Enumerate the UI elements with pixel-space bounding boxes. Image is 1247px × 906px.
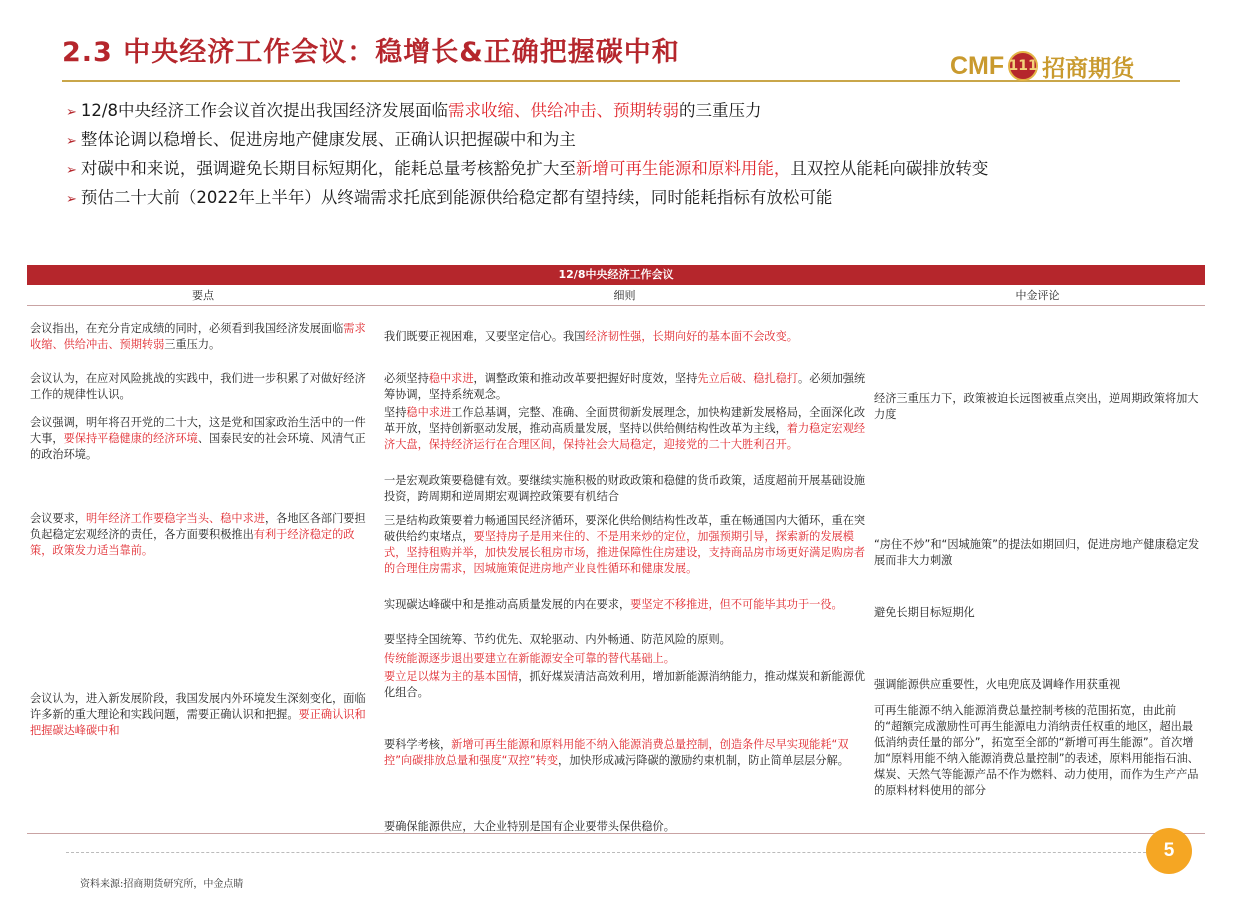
highlighted-text: 要坚定不移推进，但不可能毕其功于一役。 — [630, 598, 843, 611]
bullet-arrow-icon: ➢ — [66, 134, 77, 149]
table-cell-point — [30, 415, 376, 463]
table-cell-comment — [874, 537, 1200, 569]
table-cell-detail — [384, 669, 866, 701]
bullet-arrow-icon: ➢ — [66, 105, 77, 120]
bullet-text — [81, 159, 989, 178]
text-segment: 会议认为，进入新发展阶段，我国发展内外环境发生深刻变化，面临许多新的重大理论和实践问题，需要正确认识和把握。 — [30, 692, 366, 721]
text-segment: 经济三重压力下，政策被迫长远图被重点突出，逆周期政策将加大力度 — [874, 392, 1199, 421]
table-cell-detail — [384, 632, 866, 648]
text-segment: 要坚持全国统筹、节约优先、双轮驱动、内外畅通、防范风险的原则。 — [384, 633, 731, 646]
table-title-bar: 12/8中央经济工作会议 — [27, 265, 1205, 285]
highlighted-text: 需求收缩、供给冲击、预期转弱 — [447, 101, 679, 120]
text-segment: 要科学考核， — [384, 738, 452, 751]
bullet-text — [81, 101, 762, 120]
highlighted-text: 着力稳定宏观经济大盘，保持经济运行在合理区间，保持社会大局稳定，迎接党的二十大胜利召开。 — [384, 422, 866, 451]
highlighted-text: 要坚持房子是用来住的、不是用来炒的定位，加强预期引导，探索新的发展模式，坚持租购并举，加快发展长租房市场，推进保障性住房建设，支持商品房市场更好满足购房者的合理住房需求，因城施策促进房地产业良性循环和健康发展。 — [384, 530, 866, 575]
table-cell-detail — [384, 597, 866, 613]
column-header-points: 要点 — [192, 289, 214, 302]
table-bottom-rule — [27, 833, 1205, 834]
text-segment: 对碳中和来说，强调避免长期目标短期化，能耗总量考核豁免扩大至 — [80, 159, 576, 178]
table-cell-point — [30, 321, 376, 353]
bullet-item — [66, 183, 1166, 212]
bullet-arrow-icon: ➢ — [66, 163, 77, 178]
logo-cmf-text: CMF — [950, 51, 1005, 80]
text-segment: 避免长期目标短期化 — [874, 606, 975, 619]
table-cell-detail — [384, 473, 866, 505]
highlighted-text: 稳中求进 — [406, 406, 452, 419]
table-cell-detail — [384, 737, 866, 769]
text-segment: 可再生能源不纳入能源消费总量控制考核的范围拓宽，由此前的“超额完成激励性可再生能源电力消纳责任权重的地区，超出最低消纳责任量的部分”，拓宽至全部的“新增可再生能源”。首次增加“原料用能不纳入能源消费总量控制”的表述，原料用能指石油、煤炭、天然气等能源产品不作为燃料、动力使用，而作为生产产品的原料材料使用的部分 — [874, 704, 1199, 797]
text-segment: 的三重压力 — [678, 101, 762, 120]
table-cell-point — [30, 371, 376, 403]
text-segment: 会议指出，在充分肯定成绩的同时，必须看到我国经济发展面临 — [30, 322, 344, 335]
text-segment: 三是结构政策要着力畅通国民经济循环，要深化供给侧结构性改革，重在畅通国内大循环，重在突破供给约束堵点， — [384, 514, 866, 543]
page-title: 2.3 中央经济工作会议：稳增长&正确把握碳中和 — [62, 37, 680, 68]
highlighted-text: 有利于经济稳定的政策，政策发力适当靠前。 — [30, 528, 355, 557]
source-note: 资料来源:招商期货研究所，中金点睛 — [80, 879, 244, 890]
text-segment: 12/8中央经济工作会议首次提出我国经济发展面临 — [80, 101, 448, 120]
logo — [950, 48, 1134, 84]
text-segment: 强调能源供应重要性，火电兜底及调峰作用获重视 — [874, 678, 1121, 691]
text-segment: 三重压力。 — [164, 338, 221, 351]
text-segment: 、国泰民安的社会环境、风清气正的政治环境。 — [30, 432, 366, 461]
table-cell-comment — [874, 677, 1200, 693]
text-segment: 会议强调，明年将召开党的二十大，这是党和国家政治生活中的一件大事， — [30, 416, 366, 445]
logo-company-text: 招商期货 — [1042, 55, 1135, 82]
text-segment: 坚持 — [384, 406, 407, 419]
table-cell-detail — [384, 651, 866, 667]
highlighted-text: 需求收缩、供给冲击、预期转弱 — [30, 322, 366, 351]
text-segment: 会议要求， — [30, 512, 86, 525]
text-segment: ，加快形成减污降碳的激励约束机制，防止简单层层分解。 — [558, 754, 849, 767]
text-segment: 预估二十大前（2022年上半年）从终端需求托底到能源供给稳定都有望持续，同时能耗指标有放松可能 — [80, 188, 833, 207]
highlighted-text: 新增可再生能源和原料用能， — [575, 159, 791, 178]
text-segment: ，调整政策和推动改革要把握好时度效，坚持 — [473, 372, 698, 385]
highlighted-text: 经济韧性强，长期向好的基本面不会改变。 — [585, 330, 798, 343]
text-segment: 实现碳达峰碳中和是推动高质量发展的内在要求， — [384, 598, 631, 611]
bullet-list — [66, 96, 1166, 212]
text-segment: 一是宏观政策要稳健有效。要继续实施积极的财政政策和稳健的货币政策，适度超前开展基础设施投资，跨周期和逆周期宏观调控政策要有机结合 — [384, 474, 866, 503]
highlighted-text: 稳中求进 — [428, 372, 474, 385]
table-cell-point — [30, 691, 376, 739]
table-cell-detail — [384, 329, 866, 345]
bullet-text — [81, 188, 833, 207]
bullet-item — [66, 125, 1166, 154]
highlighted-text: 要正确认识和把握碳达峰碳中和 — [30, 708, 366, 737]
table-cell-detail — [384, 405, 866, 453]
text-segment: 要确保能源供应，大企业特别是国有企业要带头保供稳价。 — [384, 820, 675, 833]
column-header-details: 细则 — [613, 289, 636, 302]
highlighted-text: 先立后破、稳扎稳打 — [697, 372, 798, 385]
text-segment: ，抓好煤炭清洁高效利用，增加新能源消纳能力，推动煤炭和新能源优化组合。 — [384, 670, 866, 699]
table-cell-comment — [874, 703, 1200, 799]
text-segment: 。必须加强统筹协调，坚持系统观念。 — [384, 372, 866, 401]
highlighted-text: 传统能源逐步退出要建立在新能源安全可靠的替代基础上。 — [384, 652, 675, 665]
table-cell-comment — [874, 605, 1200, 621]
highlighted-text: 要保持平稳健康的经济环境 — [63, 432, 198, 445]
highlighted-text: 明年经济工作要稳字当头、稳中求进 — [85, 512, 265, 525]
text-segment: 工作总基调，完整、准确、全面贯彻新发展理念，加快构建新发展格局，全面深化改革开放，坚持创新驱动发展，推动高质量发展，坚持以供给侧结构性改革为主线， — [384, 406, 866, 435]
text-segment: 必须坚持 — [384, 372, 429, 385]
table-cell-detail — [384, 513, 866, 577]
text-segment: 且双控从能耗向碳排放转变 — [790, 159, 989, 178]
text-segment: ，各地区各部门要担负起稳定宏观经济的责任，各方面要积极推出 — [30, 512, 366, 541]
table-cell-comment — [874, 391, 1200, 423]
text-segment: 会议认为，在应对风险挑战的实践中，我们进一步积累了对做好经济工作的规律性认识。 — [30, 372, 366, 401]
bullet-item — [66, 154, 1166, 183]
highlighted-text: 要立足以煤为主的基本国情 — [384, 670, 519, 683]
page-number: 5 — [1146, 828, 1192, 874]
text-segment: 我们既要正视困难，又要坚定信心。我国 — [384, 330, 586, 343]
footer-divider — [66, 852, 1146, 853]
table-cell-point — [30, 511, 376, 559]
table-header-rule — [27, 305, 1205, 306]
highlighted-text: 新增可再生能源和原料用能不纳入能源消费总量控制，创造条件尽早实现能耗“双控”向碳排放总量和强度“双控”转变 — [384, 738, 849, 767]
logo-mark-icon: 111 — [1008, 51, 1038, 81]
bullet-arrow-icon: ➢ — [66, 192, 77, 207]
bullet-item — [66, 96, 1166, 125]
table-cell-detail — [384, 371, 866, 403]
column-header-comments: 中金评论 — [1015, 289, 1060, 302]
text-segment: 整体论调以稳增长、促进房地产健康发展、正确认识把握碳中和为主 — [80, 130, 576, 149]
text-segment: “房住不炒”和“因城施策”的提法如期回归，促进房地产健康稳定发展而非大力刺激 — [874, 538, 1200, 567]
bullet-text — [81, 130, 576, 149]
